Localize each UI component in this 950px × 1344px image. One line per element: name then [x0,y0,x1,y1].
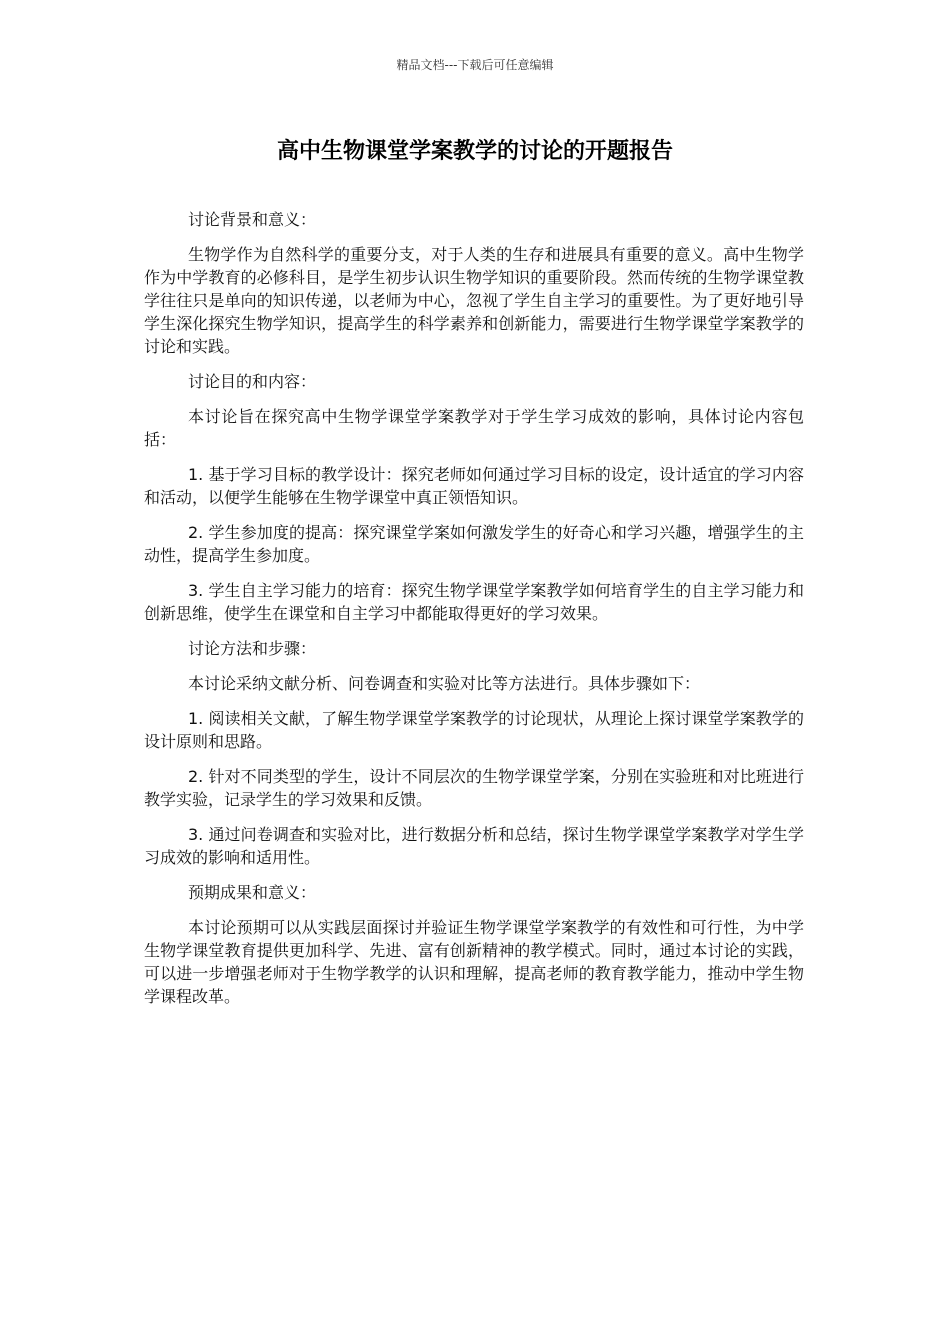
paragraph-outcomes: 本讨论预期可以从实践层面探讨并验证生物学课堂学案教学的有效性和可行性，为中学生物学课堂教育提供更加科学、先进、富有创新精神的教学模式。同时，通过本讨论的实践，可以进一步增强老师对于生物学教学的认识和理解，提高老师的教育教学能力，推动中学生物学课程改革。 [144,918,804,1006]
document-body [144,208,804,1020]
list-item-purpose-3: 3. 学生自主学习能力的培育：探究生物学课堂学案教学如何培育学生的自主学习能力和创新思维，使学生在课堂和自主学习中都能取得更好的学习效果。 [144,581,804,623]
list-item-purpose-2: 2. 学生参加度的提高：探究课堂学案如何激发学生的好奇心和学习兴趣，增强学生的主动性，提高学生参加度。 [144,523,804,565]
document-title: 高中生物课堂学案教学的讨论的开题报告 [276,139,673,164]
list-item-purpose-1: 1. 基于学习目标的教学设计：探究老师如何通过学习目标的设定，设计适宜的学习内容和活动，以便学生能够在生物学课堂中真正领悟知识。 [144,465,804,507]
paragraph-background: 生物学作为自然科学的重要分支，对于人类的生存和进展具有重要的意义。高中生物学作为中学教育的必修科目，是学生初步认识生物学知识的重要阶段。然而传统的生物学课堂教学往往只是单向的知识传递，以老师为中心，忽视了学生自主学习的重要性。为了更好地引导学生深化探究生物学知识，提高学生的科学素养和创新能力，需要进行生物学课堂学案教学的讨论和实践。 [144,245,804,356]
page-header-watermark: 精品文档---下载后可任意编辑 [396,58,554,72]
section-heading-purpose: 讨论目的和内容： [188,372,317,391]
section-heading-outcomes: 预期成果和意义： [188,883,317,902]
section-heading-background: 讨论背景和意义： [188,210,317,229]
paragraph-purpose-intro: 本讨论旨在探究高中生物学课堂学案教学对于学生学习成效的影响，具体讨论内容包括： [144,407,804,449]
section-heading-method: 讨论方法和步骤： [188,639,317,658]
list-item-method-2: 2. 针对不同类型的学生，设计不同层次的生物学课堂学案，分别在实验班和对比班进行教学实验，记录学生的学习效果和反馈。 [144,767,804,809]
paragraph-method-intro: 本讨论采纳文献分析、问卷调查和实验对比等方法进行。具体步骤如下： [188,674,701,693]
list-item-method-1: 1. 阅读相关文献，了解生物学课堂学案教学的讨论现状，从理论上探讨课堂学案教学的设计原则和思路。 [144,709,804,751]
list-item-method-3: 3. 通过问卷调查和实验对比，进行数据分析和总结，探讨生物学课堂学案教学对学生学习成效的影响和适用性。 [144,825,804,867]
